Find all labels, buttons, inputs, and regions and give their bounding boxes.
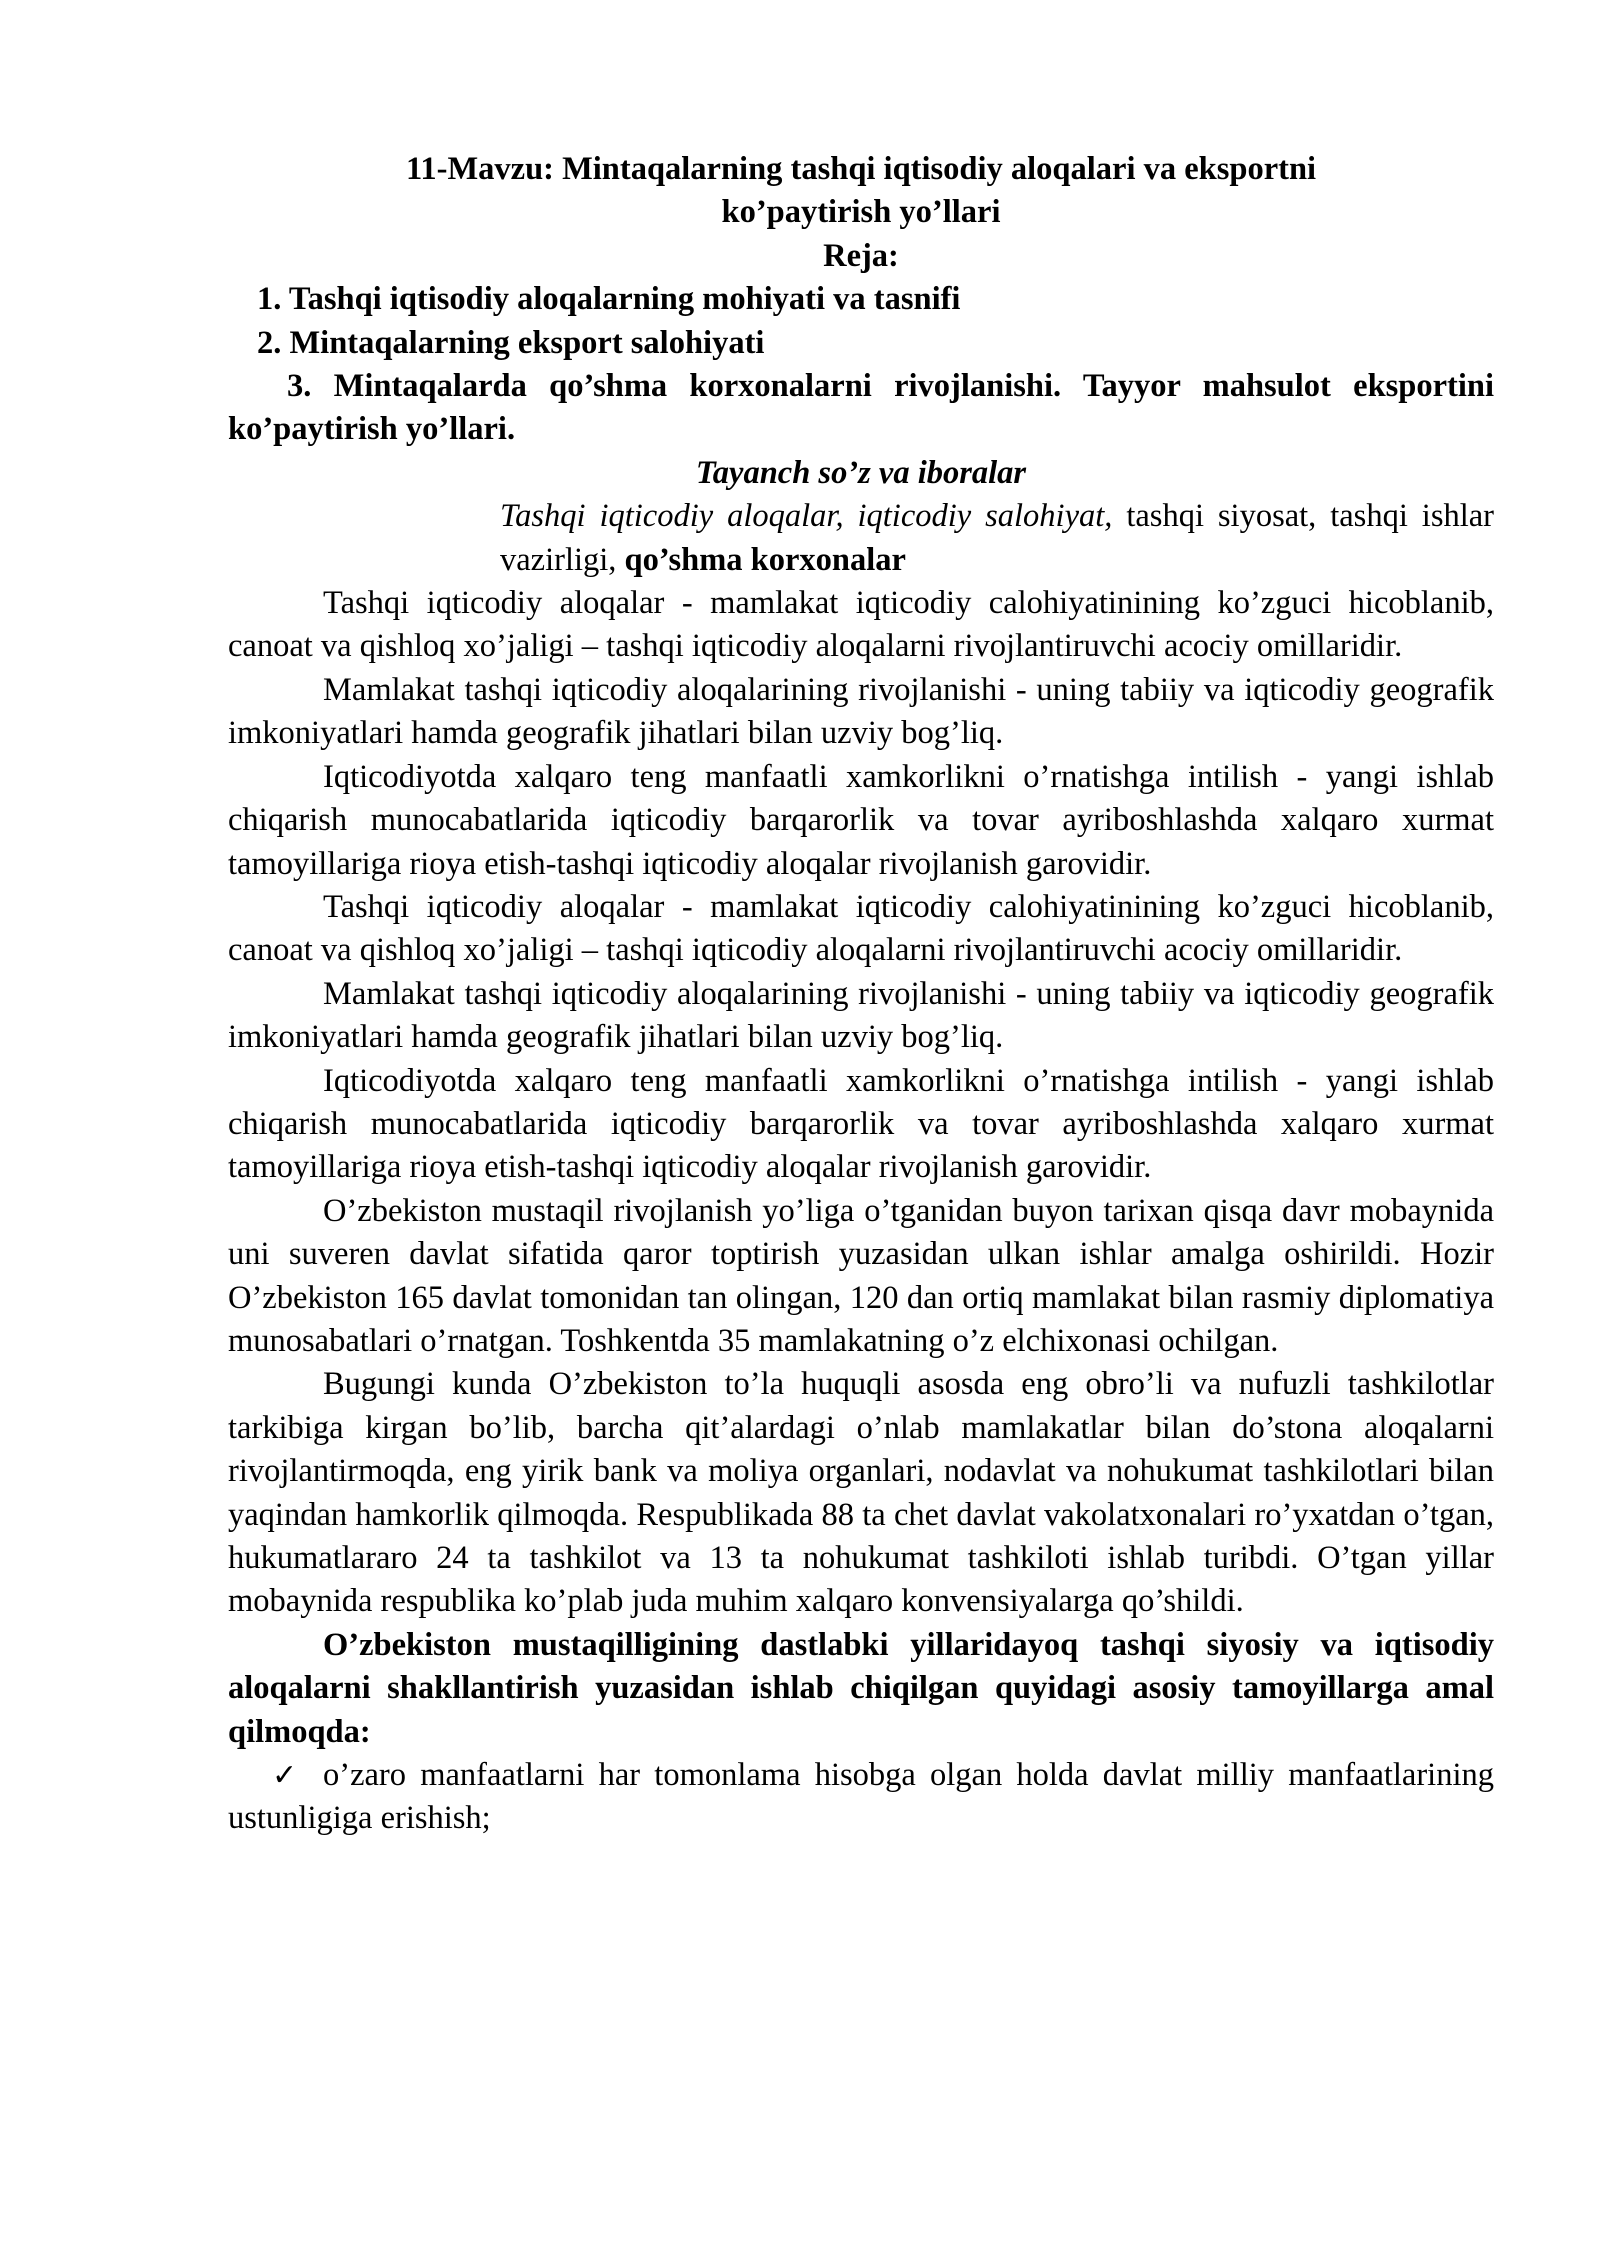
keywords-bold: qo’shma korxonalar (624, 541, 906, 578)
title-line-1: 11-Mavzu: Mintaqalarning tashqi iqtisodiy aloqalari va eksportni (405, 151, 1317, 187)
body-paragraph: Iqticodiyotda xalqaro teng manfaatli xamkorlikni o’rnatishga intilish - yangi ishlab chiqarish munocabatlarida iqticodiy barqarorlik va tovar ayriboshlashda xalqaro xurmat tamoyillariga rioya etish-tashqi iqticodiy aloqalar rivojlanish garovidir. (228, 758, 1494, 882)
keywords-italic: Tashqi iqticodiy aloqalar, iqticodiy salohiyat, (500, 498, 1113, 535)
document-content (228, 148, 1494, 1841)
body-paragraph: Tashqi iqticodiy aloqalar - mamlakat iqticodiy calohiyatinining ko’zguci hicoblanib, canoat va qishloq xo’jaligi – tashqi iqticodiy aloqalarni rivojlantiruvchi acociy omillaridir. (228, 888, 1494, 969)
body-paragraph: O’zbekiston mustaqil rivojlanish yo’liga o’tganidan buyon tarixan qisqa davr mobaynida uni suveren davlat sifatida qaror toptirish yuzasidan ulkan ishlar amalga oshirildi. Hozir O’zbekiston 165 davlat tomonidan tan olingan, 120 dan ortiq mamlakat bilan rasmiy diplomatiya munosabatlari o’rnatgan. Toshkentda 35 mamlakatning o’z elchixonasi ochilgan. (228, 1192, 1494, 1359)
principles-intro: O’zbekiston mustaqilligining dastlabki yillaridayoq tashqi siyosiy va iqtisodiy aloqalarni shakllantirish yuzasidan ishlab chiqilgan quyidagi asosiy tamoyillarga amal qilmoqda: (228, 1626, 1494, 1750)
body-paragraph: Iqticodiyotda xalqaro teng manfaatli xamkorlikni o’rnatishga intilish - yangi ishlab chiqarish munocabatlarida iqticodiy barqarorlik va tovar ayriboshlashda xalqaro xurmat tamoyillariga rioya etish-tashqi iqticodiy aloqalar rivojlanish garovidir. (228, 1062, 1494, 1186)
body-paragraph: Tashqi iqticodiy aloqalar - mamlakat iqticodiy calohiyatinining ko’zguci hicoblanib, canoat va qishloq xo’jaligi – tashqi iqticodiy aloqalarni rivojlantiruvchi acociy omillaridir. (228, 585, 1494, 665)
keywords-plain: tashqi siyosat, tashqi ishlar vazirligi, (500, 498, 1494, 578)
body-paragraph: Mamlakat tashqi iqticodiy aloqalarining rivojlanishi - uning tabiiy va iqticodiy geografik imkoniyatlari hamda geografik jihatlari bilan uzviy bog’liq. (228, 975, 1494, 1056)
keywords-heading: Tayanch so’z va iboralar (695, 454, 1027, 491)
lecture-title (228, 148, 1494, 235)
plan-heading: Reja: (823, 237, 899, 274)
principle-text: o’zaro manfaatlarni har tomonlama hisobga olgan holda davlat milliy manfaatlarining ustunligiga erishish; (228, 1757, 1494, 1837)
principle-item (228, 1754, 1494, 1841)
keywords-list (500, 495, 1494, 582)
title-line-2: ko’paytirish yo’llari (721, 194, 1001, 231)
body-paragraph: Mamlakat tashqi iqticodiy aloqalarining rivojlanishi - uning tabiiy va iqticodiy geografik imkoniyatlari hamda geografik jihatlari bilan uzviy bog’liq. (228, 671, 1494, 752)
body-paragraph: Bugungi kunda O’zbekiston to’la huquqli asosda eng obro’li va nufuzli tashkilotlar tarkibiga kirgan bo’lib, barcha qit’alardagi o’nlab mamlakatlar bilan do’stona aloqalarni rivojlantirmoqda, eng yirik bank va moliya organlari, nodavlat va nohukumat tashkilotlari bilan yaqindan hamkorlik qilmoqda. Respublikada 88 ta chet davlat vakolatxonalari ro’yxatdan o’tgan, hukumatlararo 24 ta tashkilot va 13 ta nohukumat tashkiloti ishlab turibdi. O’tgan yillar mobaynida respublika ko’plab juda muhim xalqaro konvensiyalarga qo’shildi. (228, 1366, 1494, 1620)
plan-item: 3. Mintaqalarda qo’shma korxonalarni rivojlanishi. Tayyor mahsulot eksportini ko’paytirish yo’llari. (228, 368, 1494, 448)
plan-item: 1. Tashqi iqtisodiy aloqalarning mohiyati va tasnifi (257, 281, 961, 318)
checkmark-icon: ✓ (272, 1758, 298, 1794)
plan-item: 2. Mintaqalarning eksport salohiyati (257, 324, 765, 361)
